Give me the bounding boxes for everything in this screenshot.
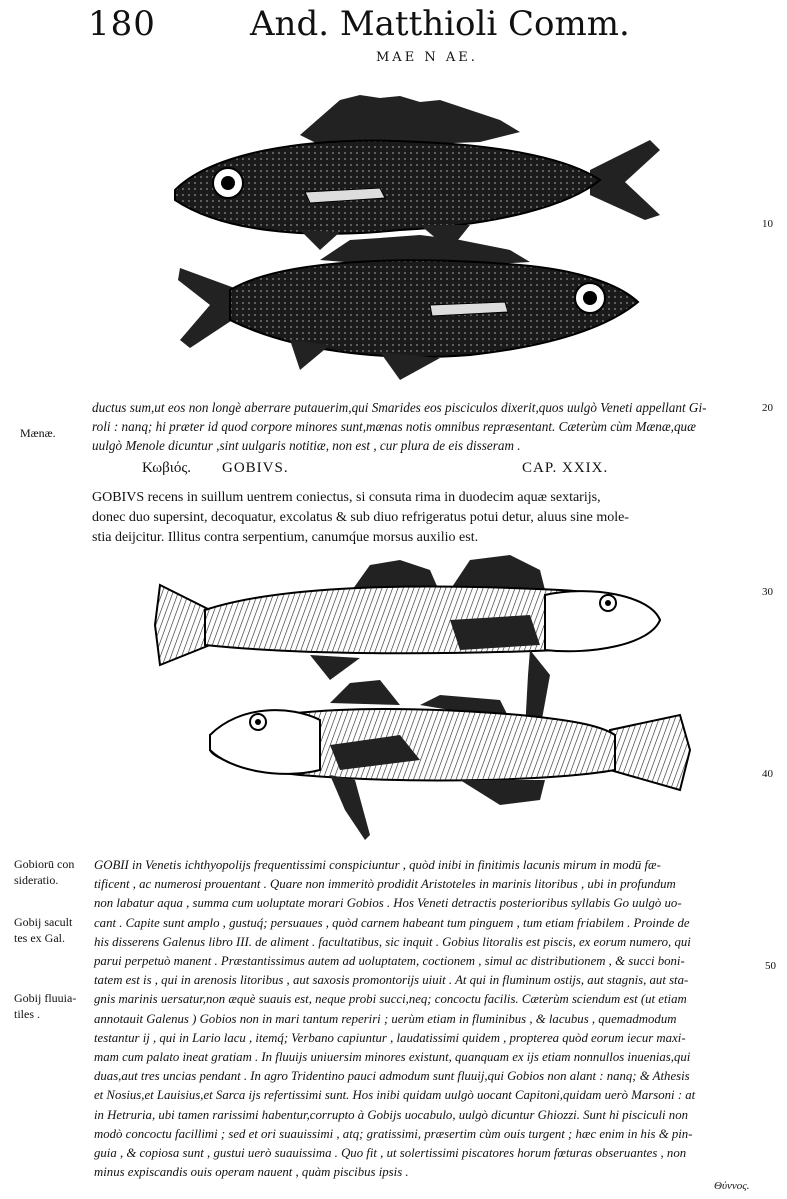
text-line: GOBIVS recens in suillum uentrem coniectus, si consuta rima in duodecim aquæ sextarijs, [92, 490, 601, 505]
goby-upper-icon [155, 555, 660, 730]
text-line: mam cum palato ineat gratiam . In fluuijs uniuersim minores existunt, quanquam ex ijs etiam nonnullos inuenias,qui [94, 1050, 691, 1065]
text-line: donec duo supersint, decoquatur, excolatus & sub diuo refrigeratus potui detur, aluus sine mole- [92, 510, 629, 525]
text-line: GOBII in Venetis ichthyopolijs frequentissimi conspiciuntur , quòd inibi in finitimis lacunis mirum in modū fæ- [94, 858, 661, 872]
text-line: uulgò Menole dicuntur ,sint uulgaris notitiæ, non est , cur plura de eis disseram . [92, 438, 521, 453]
line-number-20: 20 [762, 402, 773, 414]
text-line: ductus sum,ut eos non longè aberrare putauerim,qui Smarides eos pisciculos dixerit,quos uulgò Veneti appellant Gi- [92, 400, 707, 415]
line-number-10: 10 [762, 218, 773, 230]
text-line: et Nosius,et Lauisius,et Sarca ijs refertissimi sunt. Hos inibi quidam uulgò uocant Capitoni,quidam uerò Marsoni : at [94, 1088, 696, 1103]
text-line: roli : nanq; hi præter id quod corpore minores sunt,mænas notis omnibus repræsentant. Cæterùm cùm Mænæ,quæ [92, 419, 696, 434]
text-line: parui perpetuò manent . Præstantissimus autem ad uoluptatem, coctionem , simul ac distributionem , & succi boni- [94, 954, 685, 969]
maenae-woodcut-illustration [0, 90, 700, 390]
gobius-woodcut-illustration [0, 555, 720, 845]
margin-note-gobiorum-consideratio [14, 856, 74, 888]
text-line: tificent , ac numerosi prouentant . Quare non immeritò prodidit Aristoteles in marinis litoribus , ubi in profundum [94, 877, 676, 892]
fish-upper-icon [175, 95, 660, 250]
text-line: gnis marinis uersatur,non æquè suauis est, neque probi succi,neq; concoctu facilis. Cæterùm sciendum est (ut etiam [94, 992, 687, 1007]
goby-lower-icon [210, 680, 690, 840]
text-line: sideratio. [14, 873, 59, 887]
text-line: Gobij sacult [14, 915, 73, 929]
chapter-heading-cap: CAP. XXIX. [522, 460, 609, 476]
chapter-heading-latin: GOBIVS. [222, 460, 289, 476]
line-number-50: 50 [765, 960, 776, 972]
text-line: tiles . [14, 1007, 40, 1021]
text-line: duas,aut tres uncias pendant . In agro Tridentino pauci admodum sunt fluuij,qui Gobios non alant : nanq; & Athesis [94, 1069, 690, 1084]
text-line: modò concoctu facillimi ; sed et ori suauissimi , atq; gratissimi, præsertim cùm ouis turgent ; hæc enim in his & pin- [94, 1126, 693, 1141]
page-number: 180 [88, 4, 156, 44]
line-number-30: 30 [762, 586, 773, 598]
running-head: And. Matthioli Comm. [250, 4, 630, 44]
text-line: guia , & copiosa sunt , gustui uerò suauissima . Quo fit , ut solertissimi piscatores horum fœturas obseruantes , non [94, 1146, 687, 1161]
catchword: Θύννος. [714, 1180, 750, 1192]
line-number-40: 40 [762, 768, 773, 780]
text-line: Gobij fluuia- [14, 991, 77, 1005]
fish-lower-icon [178, 235, 638, 380]
margin-note-gobij-fluuiatiles [14, 990, 76, 1022]
margin-note-gobij-facultates [14, 914, 72, 946]
plate-title-maenae: MAE N AE. [376, 50, 478, 65]
text-line: non labatur aqua , summa cum uoluptate morari Gobios . Hos Veneti detractis posterioribus syllabis Go uulgò uo- [94, 896, 682, 911]
text-line: tes ex Gal. [14, 931, 65, 945]
paragraph-maenae-end [92, 398, 762, 455]
text-line: his disserens Galenus libro III. de aliment . facultatibus, sic inquit . Gobius litoralis est piscis, ex eorum numero, qui [94, 934, 691, 949]
text-line: stia deijcitur. Illitus contra serpentium, canumq́ue morsus auxilio est. [92, 530, 479, 545]
text-line: testantur ij , qui in Lario lacu , itemq́; Verbano capiuntur , laudatissimi quidem , propterea quòd eorum iecur maxi- [94, 1030, 686, 1045]
margin-note-maenae: Mænæ. [20, 426, 56, 440]
paragraph-gobius-uses [92, 488, 762, 548]
chapter-heading-greek: Κωβιός. [142, 460, 192, 476]
text-line: annotauit Galenus ) Gobios non in mari tantum reperiri ; uerùm etiam in fluminibus , & lacubus , quemadmodum [94, 1011, 677, 1026]
text-line: in Hetruria, ubi tamen rarissimi habentur,corrupto à Gobijs uocabulo, uulgò dicuntur Ghiozzi. Sunt hi pisciculi non [94, 1107, 688, 1122]
paragraph-gobii-description [94, 856, 766, 1182]
text-line: minus expiscandis ouis operam nauent , quàm piscibus ipsis . [94, 1165, 409, 1180]
text-line: Gobiorū con [14, 857, 75, 871]
text-line: tatem est is , qui in arenosis litoribus , aut saxosis promontorijs uiuit . At qui in fluminum ostijs, aut stagnis, aut sta- [94, 973, 689, 988]
text-line: cant . Capite sunt amplo , gustuq́; persuaues , quòd carnem habeant tum pinguem , tum etiam friabilem . Proinde de [94, 915, 690, 930]
